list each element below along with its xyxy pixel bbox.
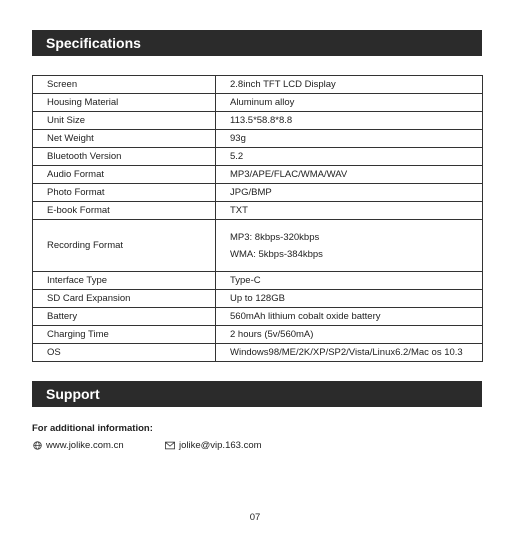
spec-value-audio-format: MP3/APE/FLAC/WMA/WAV — [216, 166, 483, 184]
spec-value-net-weight: 93g — [216, 130, 483, 148]
website-contact[interactable] — [32, 440, 124, 451]
spec-value-screen: 2.8inch TFT LCD Display — [216, 76, 483, 94]
table-row — [33, 290, 483, 308]
spec-label-os: OS — [33, 344, 216, 362]
recording-format-wma: WMA: 5kbps-384kbps — [230, 248, 323, 260]
website-link[interactable]: www.jolike.com.cn — [46, 440, 124, 451]
support-heading: Support — [32, 381, 482, 407]
table-row — [33, 184, 483, 202]
table-row — [33, 344, 483, 362]
table-row — [33, 112, 483, 130]
spec-value-housing-material: Aluminum alloy — [216, 94, 483, 112]
spec-label-charging-time: Charging Time — [33, 326, 216, 344]
recording-format-mp3: MP3: 8kbps-320kbps — [230, 231, 320, 243]
additional-info-title: For additional information: — [32, 423, 153, 434]
spec-label-net-weight: Net Weight — [33, 130, 216, 148]
spec-label-sd-card-expansion: SD Card Expansion — [33, 290, 216, 308]
spec-value-interface-type: Type-C — [216, 272, 483, 290]
spec-value-bluetooth-version: 5.2 — [216, 148, 483, 166]
spec-label-bluetooth-version: Bluetooth Version — [33, 148, 216, 166]
table-row — [33, 148, 483, 166]
table-row — [33, 76, 483, 94]
table-row — [33, 130, 483, 148]
page-number: 07 — [249, 512, 261, 523]
table-row — [33, 326, 483, 344]
spec-value-recording-format — [216, 220, 483, 272]
spec-label-battery: Battery — [33, 308, 216, 326]
spec-value-charging-time: 2 hours (5v/560mA) — [216, 326, 483, 344]
spec-label-unit-size: Unit Size — [33, 112, 216, 130]
table-row — [33, 308, 483, 326]
spec-label-ebook-format: E-book Format — [33, 202, 216, 220]
table-row — [33, 220, 483, 272]
spec-label-recording-format: Recording Format — [33, 220, 216, 272]
spec-label-housing-material: Housing Material — [33, 94, 216, 112]
spec-label-audio-format: Audio Format — [33, 166, 216, 184]
table-row — [33, 166, 483, 184]
specifications-heading: Specifications — [32, 30, 482, 56]
spec-value-photo-format: JPG/BMP — [216, 184, 483, 202]
table-row — [33, 272, 483, 290]
spec-value-sd-card-expansion: Up to 128GB — [216, 290, 483, 308]
spec-value-ebook-format: TXT — [216, 202, 483, 220]
globe-icon — [32, 441, 42, 451]
spec-label-interface-type: Interface Type — [33, 272, 216, 290]
spec-value-unit-size: 113.5*58.8*8.8 — [216, 112, 483, 130]
spec-label-screen: Screen — [33, 76, 216, 94]
table-row — [33, 94, 483, 112]
envelope-icon — [165, 441, 175, 451]
table-row — [33, 202, 483, 220]
spec-value-battery: 560mAh lithium cobalt oxide battery — [216, 308, 483, 326]
specifications-table — [32, 75, 483, 362]
email-link[interactable]: jolike@vip.163.com — [179, 440, 262, 451]
email-contact[interactable] — [165, 440, 262, 451]
spec-value-os: Windows98/ME/2K/XP/SP2/Vista/Linux6.2/Mac os 10.3 — [216, 344, 483, 362]
spec-label-photo-format: Photo Format — [33, 184, 216, 202]
